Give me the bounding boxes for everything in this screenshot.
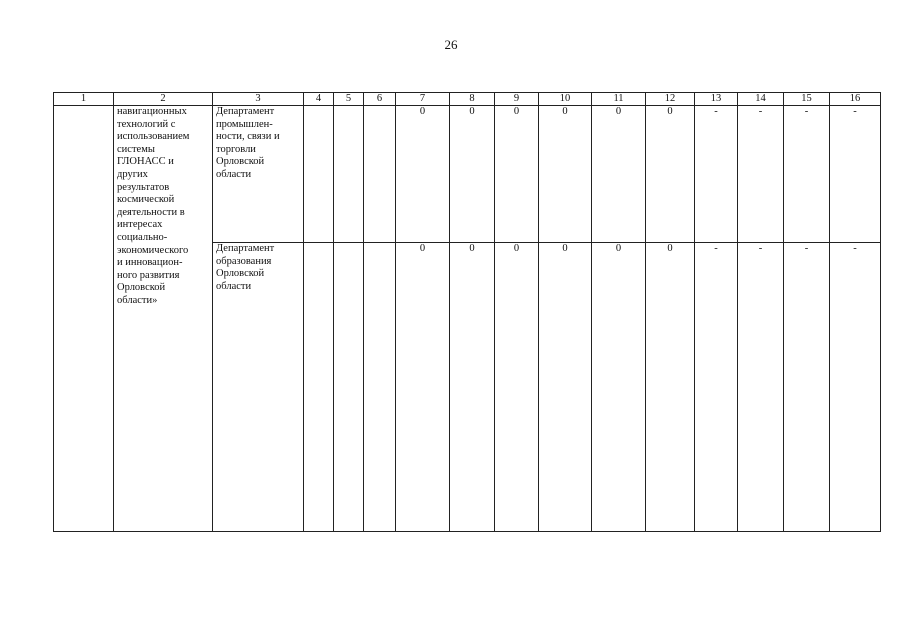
column-header: 15	[784, 93, 830, 106]
value-cell: -	[695, 106, 738, 243]
column-header: 9	[495, 93, 539, 106]
value-cell: 0	[592, 243, 646, 532]
value-cell: 0	[495, 243, 539, 532]
column-header: 2	[114, 93, 213, 106]
value-cell	[334, 243, 364, 532]
executor-line: области	[216, 280, 252, 292]
program-line: навигационных	[117, 106, 187, 117]
page-number: 26	[444, 37, 458, 52]
column-header: 14	[738, 93, 784, 106]
value-cell	[364, 243, 396, 532]
value-cell: 0	[396, 106, 450, 243]
program-line: использованием	[117, 131, 190, 143]
value-cell: -	[784, 243, 830, 532]
value-cell: -	[830, 106, 881, 243]
column-header: 8	[450, 93, 495, 106]
program-name-cell	[114, 106, 213, 532]
value-cell: 0	[450, 243, 495, 532]
column-header: 4	[304, 93, 334, 106]
program-line: технологий с	[117, 118, 176, 130]
value-cell: 0	[396, 243, 450, 532]
executor-cell	[213, 243, 304, 532]
executor-line: области	[216, 168, 252, 180]
value-cell	[304, 243, 334, 532]
value-cell: 0	[592, 106, 646, 243]
value-cell: -	[695, 243, 738, 532]
value-cell: 0	[539, 243, 592, 532]
program-line: ного развития	[117, 269, 180, 281]
value-cell: 0	[646, 106, 695, 243]
value-cell: -	[830, 243, 881, 532]
column-header: 3	[213, 93, 304, 106]
value-cell: 0	[646, 243, 695, 532]
program-line: интересах	[117, 219, 163, 231]
program-line: других	[117, 168, 148, 180]
program-line: Орловской	[117, 282, 166, 294]
column-header: 16	[830, 93, 881, 106]
executor-line: образования	[216, 255, 272, 267]
executor-line: ности, связи и	[216, 131, 280, 143]
table-header-row	[54, 93, 881, 106]
program-line: деятельности в	[117, 206, 185, 218]
program-line: области»	[117, 294, 158, 306]
column-header: 12	[646, 93, 695, 106]
executor-line: Орловской	[216, 268, 265, 280]
executor-cell	[213, 106, 304, 243]
executor-line: Департамент	[216, 243, 275, 254]
column-header: 1	[54, 93, 114, 106]
program-line: и инновацион-	[117, 257, 183, 269]
value-cell: -	[784, 106, 830, 243]
program-line: системы	[117, 143, 155, 155]
column-header: 5	[334, 93, 364, 106]
value-cell	[364, 106, 396, 243]
value-cell: 0	[539, 106, 592, 243]
program-line: результатов	[117, 181, 170, 193]
value-cell: 0	[450, 106, 495, 243]
table-row	[54, 106, 881, 243]
column-header: 6	[364, 93, 396, 106]
column-header: 13	[695, 93, 738, 106]
empty-cell	[54, 106, 114, 532]
value-cell	[304, 106, 334, 243]
program-line: космической	[117, 194, 175, 206]
column-header: 11	[592, 93, 646, 106]
executor-line: Департамент	[216, 106, 275, 117]
program-line: социально-	[117, 231, 168, 243]
value-cell: 0	[495, 106, 539, 243]
program-line: ГЛОНАСС и	[117, 156, 174, 168]
column-header: 10	[539, 93, 592, 106]
budget-table	[53, 92, 881, 532]
value-cell: -	[738, 106, 784, 243]
executor-line: Орловской	[216, 156, 265, 168]
value-cell: -	[738, 243, 784, 532]
executor-line: торговли	[216, 143, 256, 155]
column-header: 7	[396, 93, 450, 106]
value-cell	[334, 106, 364, 243]
program-line: экономического	[117, 244, 189, 256]
executor-line: промышлен-	[216, 118, 273, 130]
